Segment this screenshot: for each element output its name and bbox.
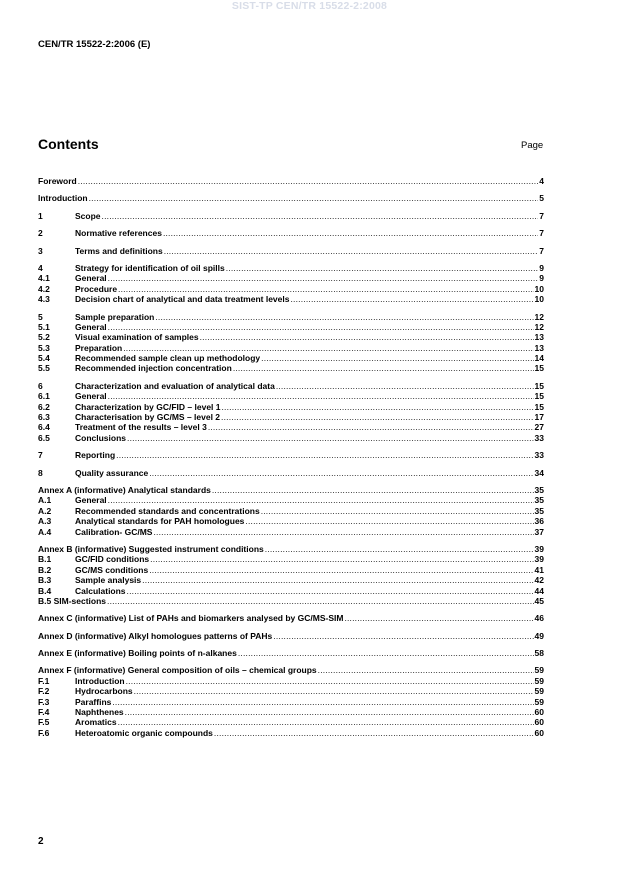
footer-page-number: 2 <box>38 836 44 847</box>
toc-entry[interactable] <box>38 575 544 585</box>
toc-entry-number: 3 <box>38 245 43 256</box>
toc-entry-title: Procedure <box>75 283 118 294</box>
toc-entry-page: 10 <box>534 294 544 305</box>
toc-entry-number: 5.2 <box>38 332 50 343</box>
toc-entry-page: 33 <box>534 432 544 443</box>
toc-entry-title: Conclusions <box>75 432 127 443</box>
toc-entry-page: 58 <box>534 648 544 659</box>
toc-entry[interactable] <box>38 586 544 596</box>
toc-entry-page: 15 <box>534 391 544 402</box>
toc-dot-leader <box>149 468 533 478</box>
toc-entry-page: 45 <box>534 595 544 606</box>
toc-dot-leader <box>155 312 533 322</box>
toc-dot-leader <box>127 433 534 443</box>
toc-entry-title: Preparation <box>75 342 123 353</box>
toc-dot-leader <box>108 391 534 401</box>
toc-entry-page: 39 <box>534 554 544 565</box>
toc-dot-leader <box>261 353 533 363</box>
toc-entry-number: 4.1 <box>38 273 50 284</box>
toc-entry[interactable] <box>38 228 544 238</box>
toc-entry[interactable] <box>38 433 544 443</box>
toc-dot-leader <box>102 211 539 221</box>
toc-dot-leader <box>153 527 533 537</box>
toc-dot-leader <box>212 485 534 495</box>
toc-entry-page: 10 <box>534 283 544 294</box>
toc-entry[interactable] <box>38 402 544 412</box>
toc-entry-page: 15 <box>534 363 544 374</box>
toc-entry-title: Naphthenes <box>75 707 124 718</box>
toc-dot-leader <box>112 697 533 707</box>
toc-entry[interactable] <box>38 686 544 696</box>
toc-entry[interactable] <box>38 468 544 478</box>
toc-entry[interactable] <box>38 596 544 606</box>
toc-dot-leader <box>344 613 533 623</box>
toc-dot-leader <box>134 686 534 696</box>
toc-dot-leader <box>125 707 534 717</box>
toc-dot-leader <box>222 402 534 412</box>
toc-entry-page: 12 <box>534 321 544 332</box>
toc-entry-title: Recommended standards and concentrations <box>75 505 260 516</box>
toc-entry[interactable] <box>38 697 544 707</box>
toc-entry-number: F.6 <box>38 727 50 738</box>
toc-entry[interactable] <box>38 495 544 505</box>
toc-entry[interactable] <box>38 343 544 353</box>
toc-dot-leader <box>127 586 534 596</box>
toc-entry[interactable] <box>38 516 544 526</box>
toc-entry-page: 12 <box>534 311 544 322</box>
toc-dot-leader <box>163 228 538 238</box>
toc-entry-title: Paraffins <box>75 696 112 707</box>
toc-dot-leader <box>221 412 534 422</box>
toc-entry-title: Annex F (informative) General composition of oils – chemical groups <box>38 665 317 676</box>
toc-entry-number: F.2 <box>38 686 50 697</box>
toc-entry[interactable] <box>38 246 544 256</box>
toc-entry-title: General <box>75 495 107 506</box>
toc-entry-page: 9 <box>539 262 544 273</box>
toc-entry[interactable] <box>38 707 544 717</box>
toc-dot-leader <box>318 665 534 675</box>
toc-entry[interactable] <box>38 193 544 203</box>
toc-dot-leader <box>108 322 534 332</box>
toc-entry-page: 13 <box>534 332 544 343</box>
toc-dot-leader <box>142 575 533 585</box>
toc-entry[interactable] <box>38 332 544 342</box>
toc-entry-number: 8 <box>38 467 43 478</box>
toc-entry-title: Recommended injection concentration <box>75 363 232 374</box>
toc-dot-leader <box>118 717 534 727</box>
toc-entry[interactable] <box>38 717 544 727</box>
toc-entry[interactable] <box>38 544 544 554</box>
document-id: CEN/TR 15522-2:2006 (E) <box>38 39 151 50</box>
toc-entry-number: 4 <box>38 262 43 273</box>
toc-entry-page: 46 <box>534 613 544 624</box>
toc-entry-page: 59 <box>534 686 544 697</box>
toc-entry-number: 5.3 <box>38 342 50 353</box>
toc-entry-number: 1 <box>38 210 43 221</box>
toc-entry-page: 59 <box>534 696 544 707</box>
toc-entry[interactable] <box>38 273 544 283</box>
toc-entry[interactable] <box>38 381 544 391</box>
toc-entry[interactable] <box>38 176 544 186</box>
toc-entry-title: Calculations <box>75 585 126 596</box>
toc-entry-title: Characterization and evaluation of analytical data <box>75 380 275 391</box>
toc-entry-title: General <box>75 273 107 284</box>
toc-entry-page: 35 <box>534 505 544 516</box>
toc-entry[interactable] <box>38 613 544 623</box>
toc-entry-title: Annex C (informative) List of PAHs and biomarkers analysed by GC/MS-SIM <box>38 613 344 624</box>
toc-entry-page: 60 <box>534 717 544 728</box>
toc-dot-leader <box>78 176 539 186</box>
toc-entry[interactable] <box>38 450 544 460</box>
toc-entry-title: General <box>75 391 107 402</box>
toc-dot-leader <box>233 363 534 373</box>
toc-entry-page: 49 <box>534 630 544 641</box>
toc-entry-page: 60 <box>534 727 544 738</box>
toc-dot-leader <box>164 246 539 256</box>
toc-entry-title: Sample analysis <box>75 575 142 586</box>
toc-entry-number: B.4 <box>38 585 52 596</box>
toc-entry[interactable] <box>38 665 544 675</box>
toc-entry-number: 6.3 <box>38 412 50 423</box>
toc-entry-number: 4.2 <box>38 283 50 294</box>
toc-entry-page: 59 <box>534 665 544 676</box>
toc-entry-title: GC/FID conditions <box>75 554 150 565</box>
toc-dot-leader <box>214 728 534 738</box>
toc-entry-number: 4.3 <box>38 294 50 305</box>
toc-entry-number: 7 <box>38 450 43 461</box>
page-title: Contents <box>38 136 99 152</box>
toc-entry-number: A.4 <box>38 526 52 537</box>
toc-entry-number: 5.5 <box>38 363 50 374</box>
toc-entry-title: Characterisation by GC/MS – level 2 <box>75 412 221 423</box>
table-of-contents <box>38 176 544 738</box>
toc-entry-page: 44 <box>534 585 544 596</box>
toc-entry-page: 27 <box>534 422 544 433</box>
toc-entry[interactable] <box>38 211 544 221</box>
toc-entry-title: Decision chart of analytical and data treatment levels <box>75 294 290 305</box>
toc-entry-number: 6.2 <box>38 401 50 412</box>
toc-entry-number: 5.4 <box>38 353 50 364</box>
toc-entry[interactable] <box>38 294 544 304</box>
toc-entry[interactable] <box>38 565 544 575</box>
toc-entry-title: Aromatics <box>75 717 117 728</box>
toc-entry-title: Scope <box>75 210 101 221</box>
toc-entry[interactable] <box>38 648 544 658</box>
toc-entry-title: B.5 SIM-sections <box>38 595 107 606</box>
toc-entry-title: Strategy for identification of oil spills <box>75 262 225 273</box>
toc-dot-leader <box>118 284 533 294</box>
toc-dot-leader <box>200 332 534 342</box>
toc-entry[interactable] <box>38 527 544 537</box>
toc-entry-title: GC/MS conditions <box>75 564 149 575</box>
toc-dot-leader <box>226 263 539 273</box>
toc-entry-title: Quality assurance <box>75 467 149 478</box>
toc-entry-title: Analytical standards for PAH homologues <box>75 516 245 527</box>
toc-dot-leader <box>265 544 534 554</box>
toc-entry-page: 33 <box>534 450 544 461</box>
toc-entry-title: Annex A (informative) Analytical standards <box>38 484 211 495</box>
toc-entry-number: F.5 <box>38 717 50 728</box>
toc-entry-number: A.2 <box>38 505 52 516</box>
toc-dot-leader <box>107 596 534 606</box>
toc-entry-title: Normative references <box>75 228 162 239</box>
toc-entry-page: 60 <box>534 707 544 718</box>
toc-entry-title: Annex D (informative) Alkyl homologues patterns of PAHs <box>38 630 273 641</box>
toc-dot-leader <box>126 676 534 686</box>
toc-entry-number: F.4 <box>38 707 50 718</box>
toc-entry[interactable] <box>38 554 544 564</box>
toc-entry[interactable] <box>38 322 544 332</box>
toc-entry[interactable] <box>38 363 544 373</box>
toc-entry[interactable] <box>38 506 544 516</box>
toc-entry-page: 7 <box>539 245 544 256</box>
toc-entry-page: 59 <box>534 675 544 686</box>
toc-entry-number: B.2 <box>38 564 52 575</box>
toc-entry-number: 6.4 <box>38 422 50 433</box>
toc-entry-page: 7 <box>539 228 544 239</box>
toc-entry-number: F.3 <box>38 696 50 707</box>
toc-dot-leader <box>89 193 539 203</box>
toc-dot-leader <box>276 381 534 391</box>
toc-entry-title: Calibration- GC/MS <box>75 526 153 537</box>
toc-entry-number: 2 <box>38 228 43 239</box>
toc-entry-number: 6.5 <box>38 432 50 443</box>
toc-entry[interactable] <box>38 391 544 401</box>
toc-entry-title: Introduction <box>75 675 125 686</box>
toc-entry-page: 4 <box>539 176 544 186</box>
toc-dot-leader <box>123 343 533 353</box>
toc-dot-leader <box>238 648 534 658</box>
toc-dot-leader <box>245 516 533 526</box>
page-column-label: Page <box>521 140 544 151</box>
toc-entry-number: 6 <box>38 380 43 391</box>
toc-entry-page: 15 <box>534 401 544 412</box>
toc-dot-leader <box>149 565 533 575</box>
toc-entry-title: Sample preparation <box>75 311 155 322</box>
toc-entry-title: Annex B (informative) Suggested instrument conditions <box>38 543 264 554</box>
toc-entry-number: 5 <box>38 311 43 322</box>
toc-entry-title: Annex E (informative) Boiling points of n-alkanes <box>38 648 237 659</box>
toc-entry[interactable] <box>38 353 544 363</box>
toc-entry-title: Hydrocarbons <box>75 686 133 697</box>
toc-entry-page: 15 <box>534 380 544 391</box>
toc-entry-title: Heteroatomic organic compounds <box>75 727 213 738</box>
toc-entry-page: 9 <box>539 273 544 284</box>
toc-dot-leader <box>208 422 534 432</box>
toc-dot-leader <box>290 294 533 304</box>
toc-entry-page: 5 <box>539 193 544 204</box>
toc-entry[interactable] <box>38 631 544 641</box>
toc-entry-number: F.1 <box>38 675 50 686</box>
toc-entry-page: 13 <box>534 342 544 353</box>
toc-entry-page: 35 <box>534 495 544 506</box>
toc-entry-title: Foreword <box>38 176 77 186</box>
toc-entry[interactable] <box>38 284 544 294</box>
toc-dot-leader <box>150 554 533 564</box>
toc-entry[interactable] <box>38 676 544 686</box>
toc-entry-title: Introduction <box>38 193 88 204</box>
toc-entry-page: 39 <box>534 543 544 554</box>
toc-entry-page: 42 <box>534 575 544 586</box>
toc-entry-page: 41 <box>534 564 544 575</box>
toc-entry-page: 7 <box>539 210 544 221</box>
toc-entry-title: Recommended sample clean up methodology <box>75 353 261 364</box>
toc-dot-leader <box>261 506 534 516</box>
toc-dot-leader <box>108 273 539 283</box>
toc-entry-number: A.3 <box>38 516 52 527</box>
toc-entry-number: B.3 <box>38 575 52 586</box>
toc-entry-title: Treatment of the results – level 3 <box>75 422 207 433</box>
toc-entry[interactable] <box>38 312 544 322</box>
toc-entry[interactable] <box>38 422 544 432</box>
toc-entry-title: Characterization by GC/FID – level 1 <box>75 401 221 412</box>
toc-entry-number: 5.1 <box>38 321 50 332</box>
toc-entry-page: 37 <box>534 526 544 537</box>
toc-entry-page: 17 <box>534 412 544 423</box>
toc-entry-title: General <box>75 321 107 332</box>
toc-entry[interactable] <box>38 263 544 273</box>
toc-dot-leader <box>108 495 534 505</box>
toc-dot-leader <box>273 631 533 641</box>
toc-entry-page: 35 <box>534 484 544 495</box>
toc-entry-number: 6.1 <box>38 391 50 402</box>
toc-entry[interactable] <box>38 412 544 422</box>
toc-entry-page: 36 <box>534 516 544 527</box>
toc-entry-page: 14 <box>534 353 544 364</box>
toc-entry[interactable] <box>38 485 544 495</box>
toc-entry-title: Terms and definitions <box>75 245 163 256</box>
toc-entry-title: Reporting <box>75 450 116 461</box>
watermark: SIST-TP CEN/TR 15522-2:2008 <box>231 0 388 12</box>
toc-entry-title: Visual examination of samples <box>75 332 199 343</box>
toc-entry[interactable] <box>38 728 544 738</box>
toc-dot-leader <box>116 450 533 460</box>
toc-entry-number: A.1 <box>38 495 52 506</box>
toc-entry-number: B.1 <box>38 554 52 565</box>
toc-entry-page: 34 <box>534 467 544 478</box>
